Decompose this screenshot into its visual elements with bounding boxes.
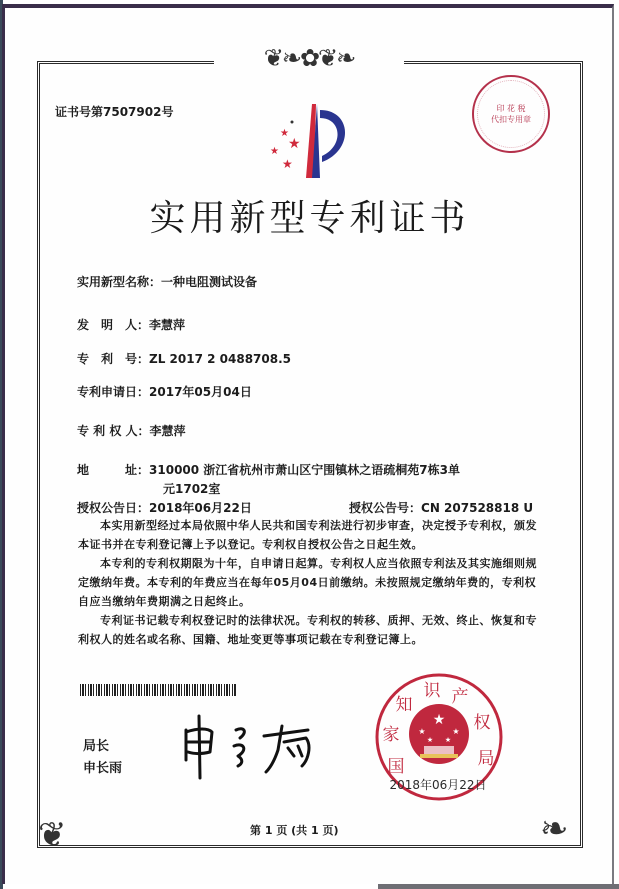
svg-text:产: 产	[451, 687, 469, 707]
svg-text:★: ★	[280, 128, 289, 139]
svg-text:★: ★	[270, 146, 279, 157]
cnipa-logo-icon	[262, 100, 352, 180]
svg-text:★: ★	[444, 736, 452, 744]
agency-tax-seal: 印 花 税 代扣专用章	[472, 75, 550, 153]
svg-text:★: ★	[282, 157, 293, 171]
field-application-date: 专利申请日：2017年05月04日	[77, 385, 252, 399]
certificate-title: 实用新型专利证书	[149, 198, 470, 239]
top-ornament-icon: ❦❧✿❦❧	[214, 46, 404, 70]
field-address-line2: 元1702室	[163, 482, 221, 496]
field-patentee: 专 利 权 人：李慧萍	[77, 424, 186, 438]
field-address: 地 址：310000 浙江省杭州市萧山区宁围镇林之语疏桐苑7栋3单	[77, 463, 460, 477]
svg-text:★: ★	[288, 136, 301, 152]
svg-text:局: 局	[477, 749, 495, 769]
field-grant-announcement-number: 授权公告号：CN 207528818 U	[349, 501, 534, 515]
page-indicator: 第 1 页 (共 1 页)	[250, 824, 339, 837]
bottom-left-ornament-icon: ❦	[38, 815, 65, 855]
svg-text:★: ★	[432, 712, 446, 728]
field-utility-model-name: 实用新型名称：一种电阻测试设备	[77, 275, 258, 289]
field-inventor: 发 明 人：李慧萍	[77, 318, 186, 332]
field-patent-number: 专 利 号：ZL 2017 2 0488708.5	[77, 352, 291, 366]
director-title: 局长	[83, 739, 110, 754]
svg-text:家: 家	[382, 725, 400, 745]
director-name: 申长雨	[83, 761, 123, 776]
certificate-number: 证书号第7507902号	[55, 105, 174, 119]
svg-text:★: ★	[426, 736, 434, 744]
svg-text:★: ★	[418, 727, 426, 736]
director-signature	[178, 712, 328, 780]
paragraph-legal-status: 专利证书记载专利权登记时的法律状况。专利权的转移、质押、无效、终止、恢复和专利权人的姓名或名称、国籍、地址变更等事项记载在专利登记簿上。	[78, 614, 537, 646]
field-grant-announcement-date: 授权公告日：2018年06月22日	[77, 501, 252, 515]
svg-text:国: 国	[387, 757, 405, 777]
svg-text:知: 知	[395, 695, 413, 715]
barcode	[80, 684, 236, 696]
svg-text:★: ★	[452, 727, 460, 736]
svg-text:识: 识	[423, 681, 441, 701]
paragraph-term-and-fees: 本专利的专利权期限为十年，自申请日起算。专利权人应当依照专利法及其实施细则规定缴纳年费。本专利的年费应当在每年05月04日前缴纳。未按照规定缴纳年费的，专利权自应当缴纳年费期满之日起终止。	[78, 557, 537, 608]
scan-bottom-edge	[378, 884, 619, 889]
seal-date: 2018年06月22日	[389, 778, 487, 792]
bottom-right-ornament-icon: ❧	[540, 809, 567, 849]
paragraph-grant-statement: 本实用新型经过本局依照中华人民共和国专利法进行初步审查，决定授予专利权，颁发本证书并在专利登记簿上予以登记。专利权自授权公告之日起生效。	[78, 519, 537, 551]
svg-text:权: 权	[473, 713, 491, 733]
